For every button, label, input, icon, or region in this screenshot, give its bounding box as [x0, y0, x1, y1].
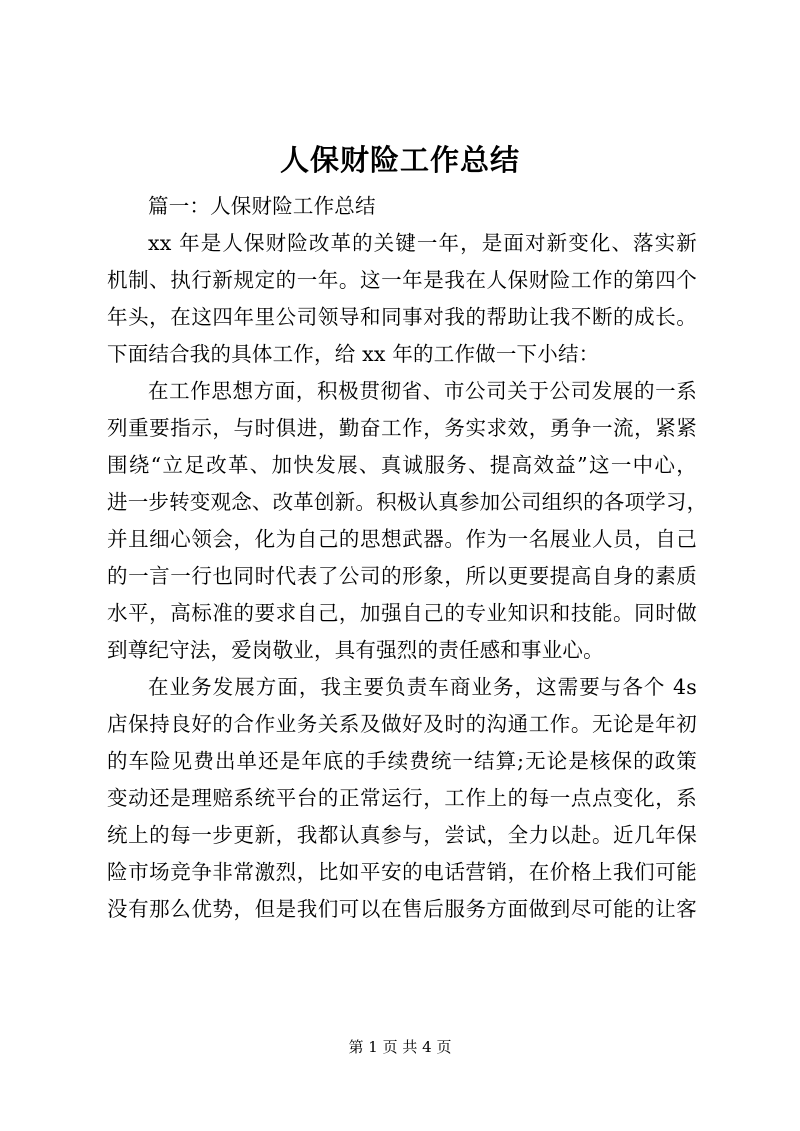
paragraph-line: 险市场竞争非常激烈，比如平安的电话营销，在价格上我们可能 — [107, 860, 697, 884]
page-footer: 第 1 页 共 4 页 — [348, 1038, 452, 1056]
paragraph-line: 统上的每一步更新，我都认真参与，尝试，全力以赴。近几年保 — [107, 823, 697, 847]
paragraph-line: 下面结合我的具体工作，给 xx 年的工作做一下小结： — [107, 342, 600, 366]
paragraph-line: 在工作思想方面，积极贯彻省、市公司关于公司发展的一系 — [148, 379, 697, 403]
paragraph-line: 年头，在这四年里公司领导和同事对我的帮助让我不断的成长。 — [107, 305, 697, 329]
paragraph-line: 店保持良好的合作业务关系及做好及时的沟通工作。无论是年初 — [107, 712, 697, 736]
paragraph-line: xx 年是人保财险改革的关键一年，是面对新变化、落实新 — [148, 231, 697, 255]
paragraph-line: 进一步转变观念、改革创新。积极认真参加公司组织的各项学习， — [107, 490, 708, 514]
paragraph-line: 没有那么优势，但是我们可以在售后服务方面做到尽可能的让客 — [107, 897, 697, 921]
paragraph-line: 的一言一行也同时代表了公司的形象，所以更要提高自身的素质 — [107, 564, 697, 588]
paragraph-line: 列重要指示，与时俱进，勤奋工作，务实求效，勇争一流，紧紧 — [107, 416, 697, 440]
paragraph-line: 在业务发展方面，我主要负责车商业务，这需要与各个 4s — [148, 675, 697, 699]
paragraph-line: 围绕“立足改革、加快发展、真诚服务、提高效益”这一中心， — [107, 453, 697, 477]
section-heading: 篇一：人保财险工作总结 — [148, 194, 376, 218]
document-title: 人保财险工作总结 — [279, 143, 520, 177]
paragraph-line: 机制、执行新规定的一年。这一年是我在人保财险工作的第四个 — [107, 268, 697, 292]
paragraph-line: 并且细心领会，化为自己的思想武器。作为一名展业人员，自己 — [107, 527, 697, 551]
paragraph-line: 变动还是理赔系统平台的正常运行，工作上的每一点点变化，系 — [107, 786, 697, 810]
document-body — [107, 188, 708, 928]
paragraph-line: 的车险见费出单还是年底的手续费统一结算;无论是核保的政策 — [107, 749, 697, 773]
paragraph-line: 水平，高标准的要求自己，加强自己的专业知识和技能。同时做 — [107, 601, 697, 625]
paragraph-line: 到尊纪守法，爱岗敬业，具有强烈的责任感和事业心。 — [107, 638, 604, 662]
